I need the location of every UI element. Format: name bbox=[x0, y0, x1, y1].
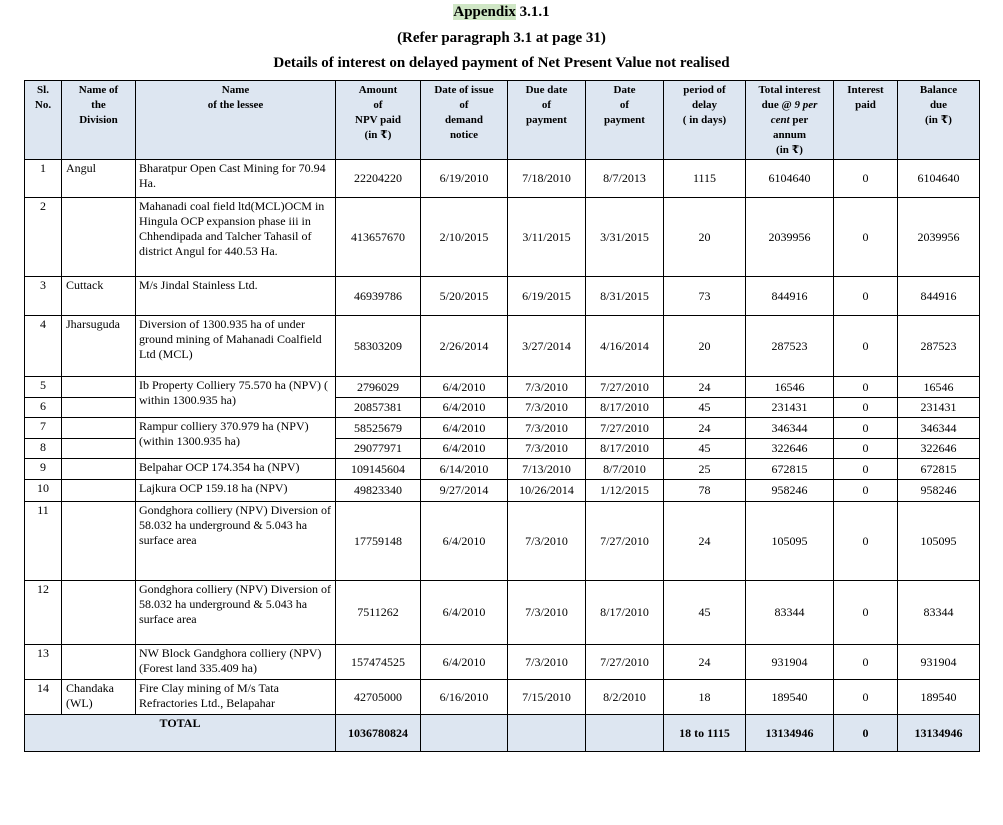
total-delay: 18 to 1115 bbox=[664, 715, 746, 752]
table-row: 8 29077971 6/4/2010 7/3/2010 8/17/2010 45 322646 0 322646 bbox=[25, 439, 980, 459]
appendix-word: Appendix bbox=[453, 4, 516, 20]
col-interest-paid: Interest paid bbox=[834, 81, 898, 160]
col-npv: Amount of NPV paid (in ₹) bbox=[336, 81, 421, 160]
col-sl: Sl. No. bbox=[25, 81, 62, 160]
table-row: 9 Belpahar OCP 174.354 ha (NPV) 109145604 6/14/2010 7/13/2010 8/7/2010 25 672815 0 672815 bbox=[25, 459, 980, 480]
col-delay: period of delay ( in days) bbox=[664, 81, 746, 160]
total-paid: 0 bbox=[834, 715, 898, 752]
table-row: 1 Angul Bharatpur Open Cast Mining for 70.94 Ha. 22204220 6/19/2010 7/18/2010 8/7/2013 1115 6104640 0 6104640 bbox=[25, 160, 980, 198]
reference-line: (Refer paragraph 3.1 at page 31) bbox=[397, 30, 606, 46]
table-row: 10 Lajkura OCP 159.18 ha (NPV) 49823340 9/27/2014 10/26/2014 1/12/2015 78 958246 0 958246 bbox=[25, 480, 980, 502]
col-issue-date: Date of issue of demand notice bbox=[421, 81, 508, 160]
table-row: 13 NW Block Gandghora colliery (NPV)(Forest land 335.409 ha) 157474525 6/4/2010 7/3/2010 7/27/2010 24 931904 0 931904 bbox=[25, 645, 980, 680]
table-row: 11 Gondghora colliery (NPV) Diversion of 58.032 ha underground & 5.043 ha surface area 17759148 6/4/2010 7/3/2010 7/27/2010 24 105095 0 105095 bbox=[25, 502, 980, 581]
appendix-number: 3.1.1 bbox=[519, 4, 550, 20]
col-lessee: Name of the lessee bbox=[136, 81, 336, 160]
total-interest: 13134946 bbox=[746, 715, 834, 752]
npv-interest-table bbox=[24, 80, 980, 752]
table-row: 4 Jharsuguda Diversion of 1300.935 ha of under ground mining of Mahanadi Coalfield Ltd (MCL) 58303209 2/26/2014 3/27/2014 4/16/2014 20 287523 0 287523 bbox=[25, 316, 980, 377]
table-row: 7 Rampur colliery 370.979 ha (NPV) (within 1300.935 ha) 58525679 6/4/2010 7/3/2010 7/27/2010 24 346344 0 346344 bbox=[25, 418, 980, 439]
total-balance: 13134946 bbox=[898, 715, 980, 752]
total-label: TOTAL bbox=[25, 715, 336, 752]
table-row: 3 Cuttack M/s Jindal Stainless Ltd. 46939786 5/20/2015 6/19/2015 8/31/2015 73 844916 0 844916 bbox=[25, 277, 980, 316]
col-interest-due: Total interest due @ 9 per cent per annum (in ₹) bbox=[746, 81, 834, 160]
col-payment-date: Date of payment bbox=[586, 81, 664, 160]
total-row bbox=[25, 715, 980, 752]
table-row: 2 Mahanadi coal field ltd(MCL)OCM in Hingula OCP expansion phase iii in Chhendipada and Talcher Tahasil of district Angul for 440.53 Ha. 413657670 2/10/2015 3/11/2015 3/31/2015 20 2039956 0 2039956 bbox=[25, 198, 980, 277]
table-row: 14 Chandaka (WL) Fire Clay mining of M/s Tata Refractories Ltd., Belapahar 42705000 6/16/2010 7/15/2010 8/2/2010 18 189540 0 189540 bbox=[25, 680, 980, 715]
rampur-lessee-cell: Rampur colliery 370.979 ha (NPV) (within 1300.935 ha) bbox=[136, 418, 336, 459]
header-row bbox=[25, 81, 980, 160]
table-row: 6 20857381 6/4/2010 7/3/2010 8/17/2010 45 231431 0 231431 bbox=[25, 398, 980, 418]
col-due-date: Due date of payment bbox=[508, 81, 586, 160]
appendix-heading bbox=[0, 4, 1003, 21]
col-division: Name of the Division bbox=[62, 81, 136, 160]
col-balance: Balance due (in ₹) bbox=[898, 81, 980, 160]
table-title: Details of interest on delayed payment of Net Present Value not realised bbox=[273, 55, 730, 71]
table-row: 5 Ib Property Colliery 75.570 ha (NPV) ( within 1300.935 ha) 2796029 6/4/2010 7/3/2010 7/27/2010 24 16546 0 16546 bbox=[25, 377, 980, 398]
table-row: 12 Gondghora colliery (NPV) Diversion of 58.032 ha underground & 5.043 ha surface area 7511262 6/4/2010 7/3/2010 8/17/2010 45 83344 0 83344 bbox=[25, 581, 980, 645]
total-npv: 1036780824 bbox=[336, 715, 421, 752]
ib-lessee-cell: Ib Property Colliery 75.570 ha (NPV) ( within 1300.935 ha) bbox=[136, 377, 336, 418]
